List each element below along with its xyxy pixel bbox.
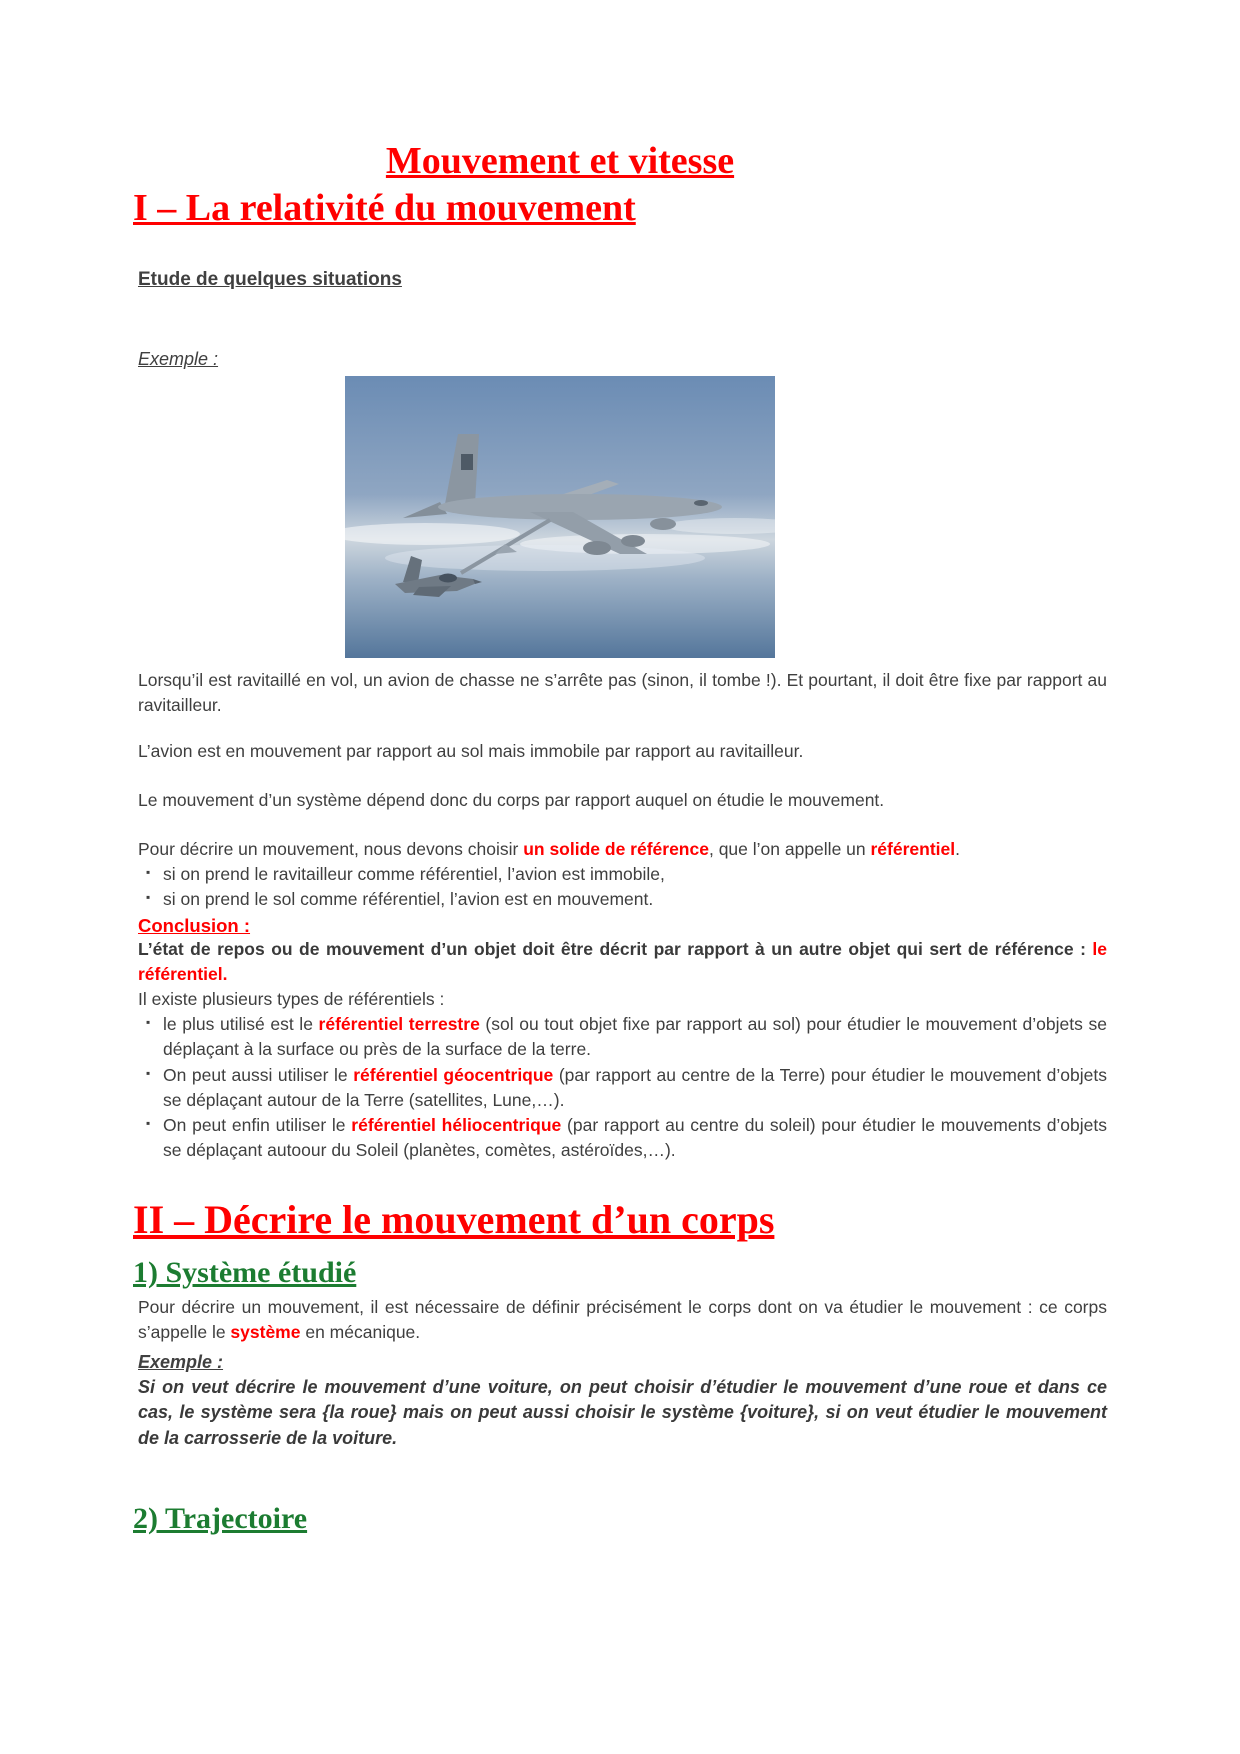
red-term-solide-reference: un solide de référence <box>523 839 709 860</box>
text-run: , que l’on appelle un <box>708 839 871 860</box>
red-term-referentiel: référentiel <box>870 839 956 860</box>
red-term-le-referentiel: le référentiel. <box>138 938 1107 984</box>
cloud <box>385 545 705 571</box>
red-term-systeme: système <box>230 1322 301 1343</box>
text-run: en mécanique. <box>300 1322 421 1343</box>
bullet-heliocentrique <box>163 1113 1107 1163</box>
square-bullet-icon: ▪ <box>146 865 151 880</box>
square-bullet-icon: ▪ <box>146 890 151 905</box>
list-item <box>133 1113 1107 1163</box>
text-run: Si on veut décrire le mouvement d’une voiture, on peut choisir d’étudier le mouvement d’une roue et dans ce cas, le système sera {la roue} mais on peut aussi choisir le système {voiture}, si on veut étudier le mouvement de la carrosserie de la voiture. <box>138 1376 1107 1448</box>
text-run: Pour décrire un mouvement, il est nécessaire de définir précisément le corps dont on va étudier le mouvement : ce corps s’appelle le <box>138 1297 1107 1343</box>
text-run: Lorsqu’il est ravitaillé en vol, un avion de chasse ne s’arrête pas (sinon, il tombe !). Et pourtant, il doit être fixe par rapport au ravitailleur. <box>138 670 1107 716</box>
subsection-trajectoire-heading: 2) Trajectoire <box>133 1502 308 1536</box>
bullet-geocentrique <box>163 1063 1107 1113</box>
text-run: Le mouvement d’un système dépend donc du corps par rapport auquel on étudie le mouvement. <box>138 789 885 810</box>
text-run: (par rapport au centre du soleil) pour étudier le mouvements d’objets se déplaçant autoour du Soleil (planètes, comètes, astéroïdes,…). <box>163 1114 1108 1161</box>
paragraph-system-depends <box>133 788 1107 813</box>
text-run: (sol ou tout objet fixe par rapport au sol) pour étudier le mouvement d’objets se déplaçant à la surface ou près de la surface de la terre. <box>163 1014 1107 1060</box>
text-run: On peut enfin utiliser le <box>163 1114 352 1135</box>
square-bullet-icon: ▪ <box>146 1065 151 1080</box>
text-run: Pour décrire un mouvement, nous devons choisir <box>138 839 524 860</box>
doc-title: Mouvement et vitesse <box>385 140 735 182</box>
bullet-terrestre <box>163 1012 1107 1062</box>
text-run: On peut aussi utiliser le <box>163 1064 354 1085</box>
refueling-photo-drawing <box>345 376 775 658</box>
section1-heading: I – La relativité du mouvement <box>133 186 636 229</box>
text-run: si on prend le sol comme référentiel, l’avion est en mouvement. <box>163 889 654 910</box>
paragraph-motion-ground <box>133 739 1107 764</box>
red-term-heliocentrique: référentiel héliocentrique <box>351 1114 562 1135</box>
section2-heading: II – Décrire le mouvement d’un corps <box>133 1197 775 1243</box>
example-car-paragraph <box>133 1375 1107 1452</box>
text-run: le plus utilisé est le <box>163 1014 319 1035</box>
conclusion-paragraph <box>133 937 1107 987</box>
example-label-1: Exemple : <box>138 349 219 370</box>
text-run: L’état de repos ou de mouvement d’un objet doit être décrit par rapport à un autre objet qui sert de référence : <box>138 938 1093 959</box>
square-bullet-icon: ▪ <box>146 1015 151 1030</box>
text-run: si on prend le ravitailleur comme référentiel, l’avion est immobile, <box>163 864 665 885</box>
list-item <box>133 1012 1107 1062</box>
text-run: Il existe plusieurs types de référentiels : <box>138 988 445 1009</box>
text-run: L’avion est en mouvement par rapport au sol mais immobile par rapport au ravitailleur. <box>138 740 804 761</box>
list-item <box>133 862 1107 887</box>
aerial-refueling-photo <box>345 376 775 658</box>
paragraph-reference-solid <box>133 837 1107 862</box>
paragraph-refuel <box>133 668 1107 718</box>
red-term-geocentrique: référentiel géocentrique <box>353 1064 554 1085</box>
bullet-list-referentiel-types <box>133 1012 1107 1163</box>
paragraph-systeme <box>133 1295 1107 1345</box>
bullet-list-referentiel-cases <box>133 862 1107 912</box>
list-item <box>133 1063 1107 1113</box>
study-topic-label: Etude de quelques situations <box>138 269 402 291</box>
conclusion-label: Conclusion : <box>138 914 251 936</box>
subsection-systeme-heading: 1) Système étudié <box>133 1256 357 1290</box>
list-item <box>133 887 1107 912</box>
example-label-2: Exemple : <box>138 1351 224 1372</box>
text-run: (par rapport au centre de la Terre) pour étudier le mouvement d’objets se déplaçant autour de la Terre (satellites, Lune,…). <box>163 1064 1107 1110</box>
paragraph-types-intro <box>133 987 1107 1012</box>
text-run: . <box>955 839 960 860</box>
square-bullet-icon: ▪ <box>146 1115 151 1130</box>
red-term-terrestre: référentiel terrestre <box>318 1014 480 1035</box>
